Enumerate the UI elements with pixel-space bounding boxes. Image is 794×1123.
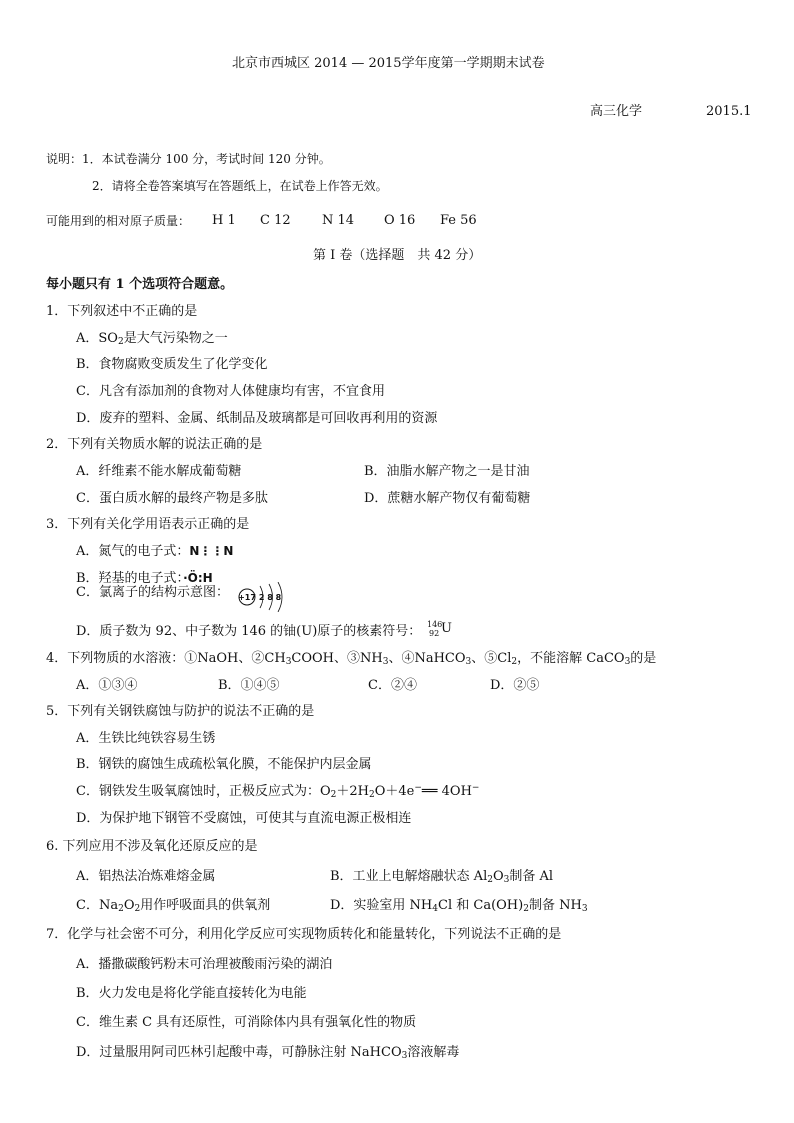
q5-option-a: A．生铁比纯铁容易生锈 (76, 731, 216, 746)
hydroxyl-electron-formula: ·Ö:H (183, 571, 213, 585)
q2-option-c: C．蛋白质水解的最终产物是多肽 (76, 491, 268, 506)
uranium-nuclide-symbol: 146 92 U (427, 620, 452, 638)
q6-option-c: C．$Na_2O_2$用作呼吸面具的供氧剂 (76, 898, 271, 914)
q6-option-d: D．实验室用 $NH_4Cl$ 和 $Ca(OH)_2$制备 $NH_3$ (330, 898, 588, 914)
q2-option-b: B．油脂水解产物之一是甘油 (364, 464, 530, 479)
q5-stem: 5．下列有关钢铁腐蚀与防护的说法不正确的是 (46, 704, 315, 719)
q4-option-a: A．①③④ (76, 678, 138, 693)
q1-option-c: C．凡含有添加剂的食物对人体健康均有害，不宜食用 (76, 384, 385, 399)
q5-option-d: D．为保护地下钢管不受腐蚀，可使其与直流电源正极相连 (76, 811, 412, 826)
q6-option-b: B．工业上电解熔融状态 $Al_2O_3$制备 Al (330, 869, 554, 885)
instruction-line-1: 说明：1．本试卷满分 100 分，考试时间 120 分钟。 (46, 152, 331, 166)
instruction-line-2: 2．请将全卷答案填写在答题纸上，在试卷上作答无效。 (92, 179, 388, 193)
q3-option-c: C．氯离子的结构示意图： (76, 585, 229, 600)
q4-option-d: D．②⑤ (490, 678, 540, 693)
q7-option-b: B．火力发电是将化学能直接转化为电能 (76, 986, 307, 1001)
q7-option-a: A．播撒碳酸钙粉末可治理被酸雨污染的湖泊 (76, 957, 333, 972)
atomic-mass-item: H 1 (212, 213, 236, 228)
q1-stem: 1．下列叙述中不正确的是 (46, 304, 198, 319)
atomic-mass-item: N 14 (322, 213, 355, 228)
atomic-mass-item: C 12 (260, 213, 291, 228)
q6-stem: 6. 下列应用不涉及氧化还原反应的是 (46, 839, 258, 854)
q3-option-d: D．质子数为 92、中子数为 146 的铀(U)原子的核素符号： (76, 624, 422, 639)
atomic-masses-label: 可能用到的相对原子质量： (46, 214, 191, 228)
svg-text:2 8 8: 2 8 8 (258, 593, 282, 602)
subject-label: 高三化学 (590, 104, 643, 119)
q1-option-b: B．食物腐败变质发生了化学变化 (76, 357, 268, 372)
q5-option-b: B．钢铁的腐蚀生成疏松氧化膜，不能保护内层金属 (76, 757, 372, 772)
q3-stem: 3．下列有关化学用语表示正确的是 (46, 517, 250, 532)
section-title: 第 I 卷（选择题 共 42 分） (313, 248, 482, 263)
exam-date: 2015.1 (706, 104, 752, 119)
q3-option-a: A．氮气的电子式：N⋮⋮N (76, 544, 234, 559)
chloride-ion-diagram (236, 582, 296, 612)
q2-option-d: D．蔗糖水解产物仅有葡萄糖 (364, 491, 531, 506)
q1-option-a: A．$SO_2$是大气污染物之一 (76, 331, 228, 347)
svg-text:+17: +17 (238, 593, 256, 602)
section-note: 每小题只有 1 个选项符合题意。 (46, 277, 234, 292)
q2-option-a: A．纤维素不能水解成葡萄糖 (76, 464, 242, 479)
q4-option-b: B．①④⑤ (218, 678, 280, 693)
q6-option-a: A．铝热法冶炼难熔金属 (76, 869, 216, 884)
q5-option-c: C．钢铁发生吸氧腐蚀时，正极反应式为：$O_2+2H_2O+4e^-══$ 4OH− (76, 783, 480, 800)
q3-option-b: B．羟基的电子式：·Ö:H (76, 571, 213, 586)
q7-option-d: D．过量服用阿司匹林引起酸中毒，可静脉注射 NaHCO$_3$溶液解毒 (76, 1045, 460, 1061)
q1-option-d: D．废弃的塑料、金属、纸制品及玻璃都是可回收再利用的资源 (76, 411, 438, 426)
q4-option-c: C．②④ (368, 678, 417, 693)
q2-stem: 2．下列有关物质水解的说法正确的是 (46, 437, 263, 452)
exam-title: 北京市西城区 2014 — 2015学年度第一学期期末试卷 (232, 56, 545, 71)
atomic-mass-item: Fe 56 (440, 213, 477, 228)
q4-stem: 4．下列物质的水溶液：①NaOH、$②CH_3COOH$、$③NH_3$、④NaHCO$_3$、$⑤Cl_2$，不能溶解 CaCO$_3$的是 (46, 651, 657, 667)
nitrogen-electron-formula: N⋮⋮N (189, 544, 234, 558)
q7-stem: 7．化学与社会密不可分，利用化学反应可实现物质转化和能量转化，下列说法不正确的是 (46, 927, 562, 942)
q7-option-c: C．维生素 C 具有还原性，可消除体内具有强氧化性的物质 (76, 1015, 417, 1030)
atomic-mass-item: O 16 (384, 213, 416, 228)
